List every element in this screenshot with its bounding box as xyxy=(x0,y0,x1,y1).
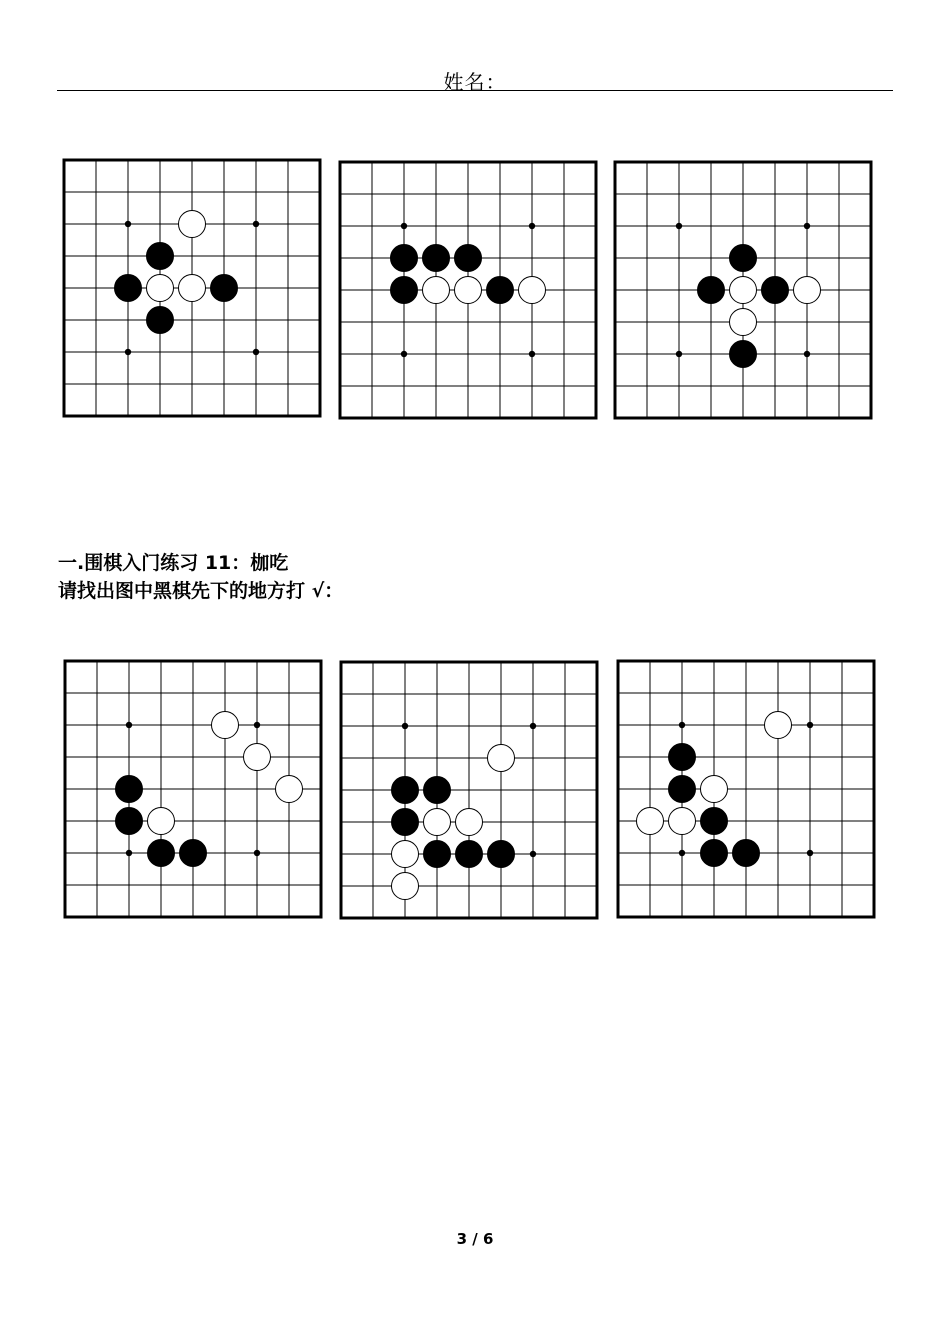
white-stone xyxy=(244,744,271,771)
white-stone xyxy=(392,873,419,900)
star-point xyxy=(679,850,685,856)
black-stone xyxy=(730,341,757,368)
board-svg xyxy=(616,659,876,919)
white-stone xyxy=(794,277,821,304)
white-stone xyxy=(179,275,206,302)
black-stone xyxy=(147,243,174,270)
star-point xyxy=(804,223,810,229)
white-stone xyxy=(456,809,483,836)
star-point xyxy=(676,223,682,229)
white-stone xyxy=(148,808,175,835)
white-stone xyxy=(669,808,696,835)
star-point xyxy=(253,221,259,227)
page-number: 3 / 6 xyxy=(456,1230,494,1248)
board-svg xyxy=(338,160,598,420)
black-stone xyxy=(487,277,514,304)
star-point xyxy=(254,722,260,728)
white-stone xyxy=(519,277,546,304)
go-board-top-3[interactable] xyxy=(613,160,873,420)
white-stone xyxy=(488,745,515,772)
black-stone xyxy=(701,840,728,867)
white-stone xyxy=(212,712,239,739)
white-stone xyxy=(276,776,303,803)
star-point xyxy=(401,223,407,229)
star-point xyxy=(807,850,813,856)
star-point xyxy=(402,723,408,729)
black-stone xyxy=(669,744,696,771)
star-point xyxy=(807,722,813,728)
black-stone xyxy=(148,840,175,867)
go-board-top-2[interactable] xyxy=(338,160,598,420)
white-stone xyxy=(637,808,664,835)
star-point xyxy=(804,351,810,357)
name-label: 姓名： xyxy=(443,70,507,94)
black-stone xyxy=(733,840,760,867)
white-stone xyxy=(455,277,482,304)
board-svg xyxy=(339,660,599,920)
black-stone xyxy=(391,245,418,272)
black-stone xyxy=(211,275,238,302)
white-stone xyxy=(701,776,728,803)
star-point xyxy=(530,851,536,857)
black-stone xyxy=(669,776,696,803)
exercise-instruction: 请找出图中黑棋先下的地方打 √： xyxy=(58,580,344,602)
star-point xyxy=(529,351,535,357)
black-stone xyxy=(701,808,728,835)
black-stone xyxy=(424,777,451,804)
star-point xyxy=(679,722,685,728)
black-stone xyxy=(456,841,483,868)
star-point xyxy=(529,223,535,229)
black-stone xyxy=(455,245,482,272)
star-point xyxy=(253,349,259,355)
white-stone xyxy=(179,211,206,238)
board-svg xyxy=(613,160,873,420)
black-stone xyxy=(116,776,143,803)
black-stone xyxy=(180,840,207,867)
white-stone xyxy=(765,712,792,739)
black-stone xyxy=(392,809,419,836)
white-stone xyxy=(147,275,174,302)
star-point xyxy=(254,850,260,856)
board-svg xyxy=(63,659,323,919)
black-stone xyxy=(391,277,418,304)
white-stone xyxy=(392,841,419,868)
black-stone xyxy=(488,841,515,868)
star-point xyxy=(125,349,131,355)
black-stone xyxy=(698,277,725,304)
star-point xyxy=(530,723,536,729)
black-stone xyxy=(392,777,419,804)
black-stone xyxy=(762,277,789,304)
star-point xyxy=(126,850,132,856)
star-point xyxy=(401,351,407,357)
go-board-top-1[interactable] xyxy=(62,158,322,418)
black-stone xyxy=(116,808,143,835)
black-stone xyxy=(147,307,174,334)
star-point xyxy=(676,351,682,357)
black-stone xyxy=(423,245,450,272)
white-stone xyxy=(423,277,450,304)
go-board-bottom-1[interactable] xyxy=(63,659,323,919)
white-stone xyxy=(730,309,757,336)
exercise-title: 一.围棋入门练习 11：枷吃 xyxy=(58,552,289,574)
black-stone xyxy=(730,245,757,272)
board-svg xyxy=(62,158,322,418)
black-stone xyxy=(424,841,451,868)
star-point xyxy=(125,221,131,227)
go-board-bottom-3[interactable] xyxy=(616,659,876,919)
star-point xyxy=(126,722,132,728)
black-stone xyxy=(115,275,142,302)
name-underline xyxy=(57,90,893,91)
go-board-bottom-2[interactable] xyxy=(339,660,599,920)
white-stone xyxy=(730,277,757,304)
white-stone xyxy=(424,809,451,836)
